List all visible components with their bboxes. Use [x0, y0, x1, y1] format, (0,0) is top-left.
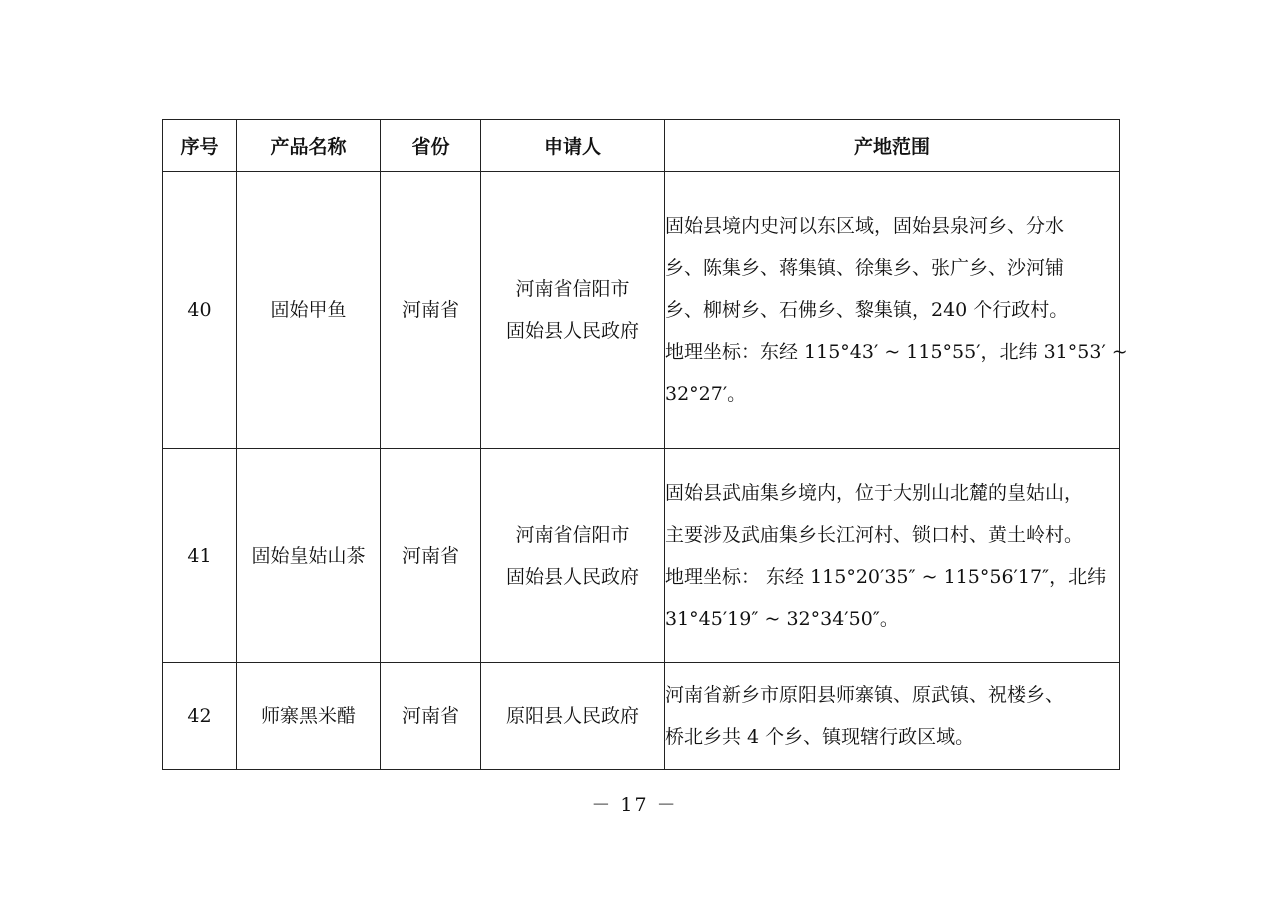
- product-table: [162, 119, 1128, 770]
- range-line: 桥北乡共 4 个乡、镇现辖行政区域。: [665, 726, 975, 748]
- range-line: 地理坐标：东经 115°43′ ~ 115°55′，北纬 31°53′ ~: [665, 341, 1128, 363]
- applicant-line: 固始县人民政府: [505, 565, 639, 588]
- cell-origin-range: [665, 663, 1120, 770]
- range-line: 31°45′19″ ~ 32°34′50″。: [665, 607, 899, 630]
- range-line: 主要涉及武庙集乡长江河村、锁口村、黄土岭村。: [665, 523, 1084, 546]
- header-province: 省份: [381, 120, 481, 172]
- cell-product-name: 固始甲鱼: [237, 172, 381, 449]
- cell-product-name: 师寨黑米醋: [237, 663, 381, 770]
- header-applicant: 申请人: [481, 120, 665, 172]
- cell-origin-range: [665, 449, 1120, 663]
- header-serial: 序号: [163, 120, 237, 172]
- cell-province: 河南省: [381, 663, 481, 770]
- table-row: [163, 449, 1120, 663]
- cell-applicant: [481, 663, 665, 770]
- table-header-row: [163, 120, 1120, 172]
- cell-product-name: 固始皇姑山茶: [237, 449, 381, 663]
- table-row: [163, 172, 1120, 449]
- header-origin-range: 产地范围: [665, 120, 1120, 172]
- table-row: [163, 663, 1120, 770]
- range-line: 固始县武庙集乡境内，位于大别山北麓的皇姑山，: [665, 481, 1084, 504]
- applicant-line: 固始县人民政府: [505, 320, 639, 342]
- range-line: 河南省新乡市原阳县师寨镇、原武镇、祝楼乡、: [665, 684, 1065, 706]
- cell-applicant: [481, 449, 665, 663]
- applicant-line: 河南省信阳市: [515, 278, 630, 300]
- range-line: 乡、陈集乡、蒋集镇、徐集乡、张广乡、沙河铺: [665, 257, 1065, 279]
- range-line: 乡、柳树乡、石佛乡、黎集镇，240 个行政村。: [665, 299, 1069, 321]
- applicant-line: 河南省信阳市: [515, 523, 630, 546]
- range-line: 地理坐标： 东经 115°20′35″ ~ 115°56′17″，北纬: [665, 565, 1107, 588]
- cell-serial: 41: [163, 449, 237, 663]
- cell-serial: 40: [163, 172, 237, 449]
- header-product-name: 产品名称: [237, 120, 381, 172]
- range-line: 固始县境内史河以东区域，固始县泉河乡、分水: [665, 215, 1065, 237]
- cell-origin-range: [665, 172, 1128, 449]
- cell-applicant: [481, 172, 665, 449]
- cell-serial: 42: [163, 663, 237, 770]
- cell-province: 河南省: [381, 449, 481, 663]
- cell-province: 河南省: [381, 172, 481, 449]
- applicant-line: 原阳县人民政府: [505, 705, 639, 727]
- page-number: － 17 －: [591, 794, 678, 816]
- range-line: 32°27′。: [665, 383, 747, 405]
